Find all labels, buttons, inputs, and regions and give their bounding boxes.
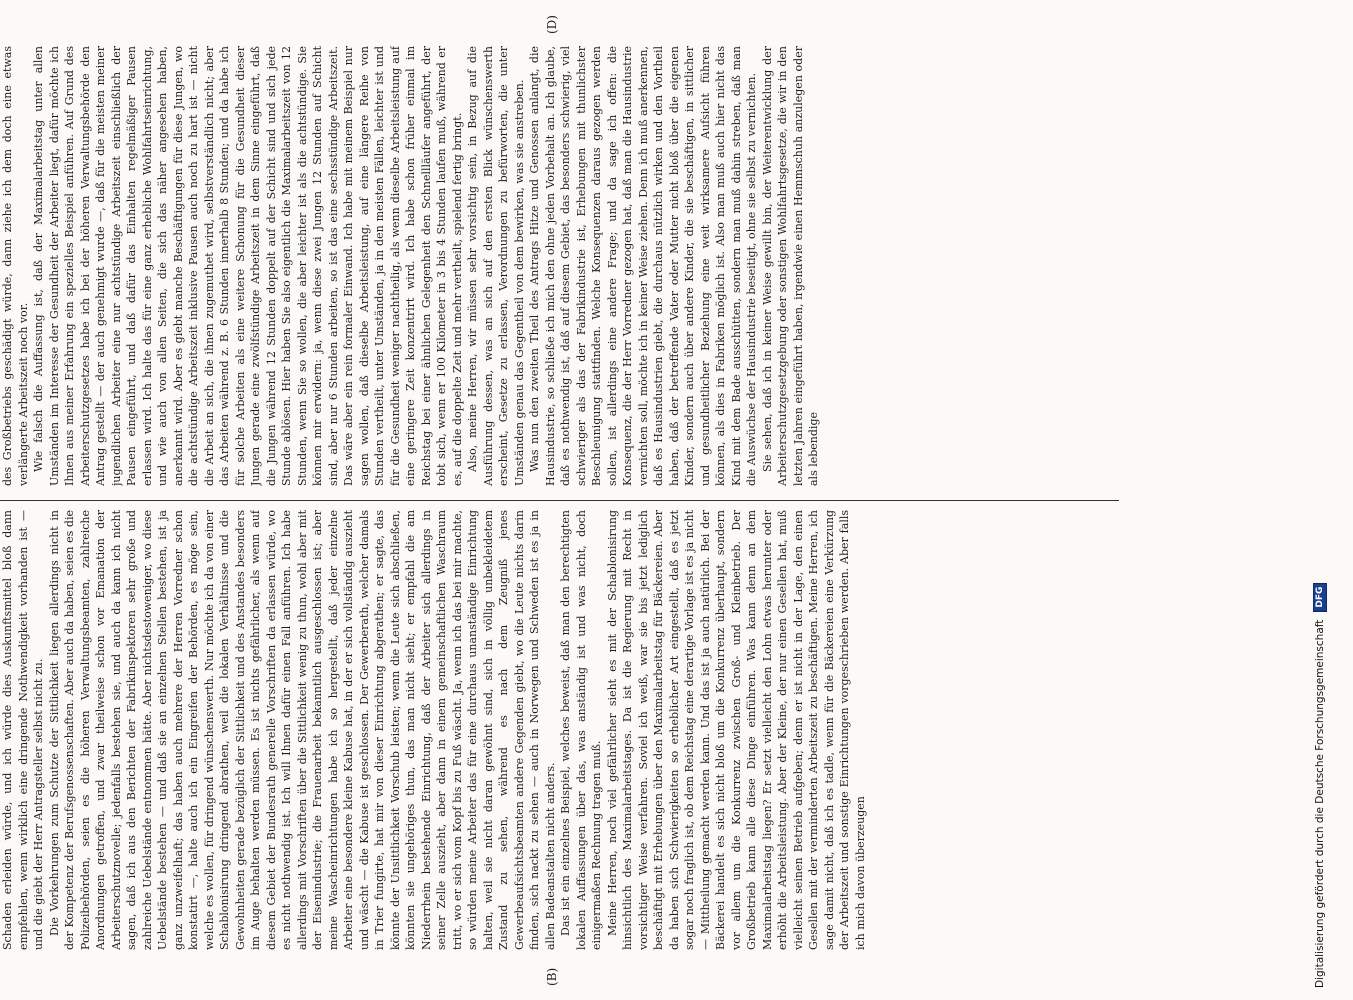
paragraph: des Großbetriebs geschädigt würde, dann ziehe ich dem doch eine etwas verlängerte Arbeitszeit noch vor. [1, 46, 30, 486]
paragraph: Die Vorkehrungen zum Schutze der Sittlichkeit liegen allerdings nicht in der Kompetenz der Berufsgenossenschaften. Aber auch da haben, seien es die Polizeibehörden, seien es die höheren Verwaltungsbeamten, zahlreiche Anordnungen getroffen, und zwar theilweise schon vor Emanation der Arbeiterschutznovelle; jedenfalls bestehen sie, und auch da kann ich nicht sagen, daß ich aus den Berichten der Fabrikinspektoren sehr große und zahlreiche Uebelstände entnommen hätte. Aber nichtsdestoweniger, wo diese Uebelstände bestehen — und daß sie an einzelnen Stellen bestehen, ist ja ganz unzweifelhaft; das haben auch mehrere der Herren Vorredner schon konstatirt —, halte auch ich ein Eingreifen der Behörden, es möge sein, welche es wollen, für dringend wünschenswerth. Nur möchte ich da von einer Schablonisirung dringend abrathen, weil die lokalen Verhältnisse und die Gewohnheiten gerade bezüglich der Sittlichkeit und des Anstandes besonders im Auge behalten werden müssen. Es ist nichts gefährlicher, als wenn auf diesem Gebiet der Bundesrath generelle Vorschriften da erlassen würde, wo es nicht nothwendig ist. Ich will Ihnen dafür einen Fall anführen. Ich habe allerdings mit Vorschriften über die Sittlichkeit wenig zu thun, wohl aber mit der Eisenindustrie; die Frauenarbeit bekanntlich ausgeschlossen ist; aber meine Wascheinrichtungen habe ich so hergestellt, daß jeder einzelne Arbeiter eine besondere kleine Kabuse hat, in der er sich vollständig auszieht und wäscht — die Kabuse ist geschlossen. Der Gewerberath, welcher damals in Trier fungirte, hat mir von dieser Einrichtung abgerathen; er sagte, das könnte der Unsittlichkeit Vorschub leisten; wenn die Leute sich abschließen, könnten sie ungehöriges thun, das man nicht sieht; er empfahl die am Niederrhein bestehende Einrichtung, daß der Arbeiter sich allerdings in seiner Zelle auszieht, aber dann in einem gemeinschaftlichen Waschraum tritt, wo er sich vom Kopf bis zu Fuß wäscht. Ja, wenn ich das bei mir machte, so würden meine Arbeiter das für eine durchaus unanständige Einrichtung halten, weil sie nicht daran gewöhnt sind, sich in völlig unbekleidetem Zustand zu sehen, während es nach dem Zeugniß jenes Gewerbeaufsichtsbeamten andere Gegenden giebt, wo die Leute nichts darin finden, sich nackt zu sehen — auch in Norwegen und Schweden ist es ja in allen Badeanstalten nicht anders. [47, 510, 557, 950]
digitization-credit [1300, 0, 1340, 1000]
digitization-credit-text: Digitalisierung gefördert durch die Deutsche Forschungsgemeinschaft [1314, 619, 1326, 988]
left-column [0, 510, 1119, 950]
dfg-logo: DFG [1313, 583, 1327, 612]
digitization-credit-text-wrap [1310, 0, 1330, 1000]
paragraph: Das ist ein einzelnes Beispiel, welches beweist, daß man den berechtigten lokalen Auffassungen über das, was anständig ist und was nicht, doch einigermaßen Rechnung tragen muß. [559, 510, 603, 950]
column-divider [0, 500, 1119, 501]
rotated-content [0, 15, 1155, 986]
paragraph: Sie sehen, daß ich in keiner Weise gewillt bin, der Weiterentwicklung der Arbeiterschutzgesetzgebung oder sonstigen Wohlfahrtsgesetze, die wir in den letzten Jahren eingeführt haben, irgendwie einen Hemmschuh anzulegen oder als lebendige [760, 46, 820, 486]
paragraph: Wie falsch die Auffassung ist, daß der Maximalarbeitstag unter allen Umständen im Interesse der Gesundheit der Arbeiter liegt, dafür möchte ich Ihnen aus meiner Erfahrung ein spezielles Beispiel anführen. Auf Grund des Arbeiterschutzgesetzes habe ich bei der höheren Verwaltungsbehörde den Antrag gestellt — der auch genehmigt wurde —, daß für die meisten meiner jugendlichen Arbeiter eine nur achtstündige Arbeitszeit einschließlich der Pausen eingeführt, und daß dafür das Einhalten regelmäßiger Pausen erlassen wird. Ich halte das für eine ganz erhebliche Wohlfahrtseinrichtung, und wie auch von allen Seiten, die sich das näher angesehen haben, anerkannt wird. Aber es giebt manche Beschäftigungen für diese Jungen, wo die achtstündige Arbeitszeit inklusive Pausen auch noch zu hart ist — nicht die Arbeit an sich, die ihnen zugemuthet wird, selbstverständlich nicht; aber das Arbeiten während z. B. 6 Stunden innerhalb 8 Stunden; und da habe ich für solche Arbeiten als eine weitere Schonung für die Gesundheit dieser Jungen gerade eine zwölfstündige Arbeitszeit in dem Sinne eingeführt, daß die Jungen während 12 Stunden doppelt auf der Schicht sind und sich jede Stunde ablösen. Hier haben Sie also eigentlich die Maximalarbeitszeit von 12 Stunden, wenn Sie so wollen, die aber leichter ist als die achtstündige. Sie können mir erwidern: ja, wenn diese zwei Jungen 12 Stunden auf Schicht sind, aber nur 6 Stunden arbeiten, so ist das eine sechsstündige Arbeitszeit. Das wäre aber ein rein formaler Einwand. Ich habe mit meinem Beispiel nur sagen wollen, daß dieselbe Arbeitsleistung, auf eine längere Reihe von Stunden vertheilt, unter Umständen, ja in den meisten Fällen, leichter ist und für die Gesundheit weniger nachtheilig, als wenn dieselbe Arbeitsleistung auf eine geringere Zeit konzentrirt wird. Ich habe schon früher einmal im Reichstag bei einer ähnlichen Gelegenheit den Schnellläufer angeführt, der tobt sich, wenn er 100 Kilometer in 3 bis 4 Stunden laufen muß, während er es, auf die doppelte Zeit und mehr vertheilt, spielend fertig bringt. [32, 46, 464, 486]
paragraph: Schaden erleiden würde, und ich würde dies Auskunftsmittel bloß dann empfehlen, wenn wirklich eine dringende Nothwendigkeit vorhanden ist — und die giebt der Herr Antragsteller selbst nicht zu. [1, 510, 45, 950]
margin-marker-b: (B) [545, 967, 559, 986]
paragraph: Also, meine Herren, wir müssen sehr vorsichtig sein, in Bezug auf die Ausführung dessen, was an sich auf den ersten Blick wünschenswerth erscheint, Gesetze zu erlassen, Verordnungen zu befürworten, die unter Umständen genau das Gegentheil von dem bewirken, was sie anstreben. [466, 46, 526, 486]
paragraph: Was nun den zweiten Theil des Antrags Hitze und Genossen anlangt, die Hausindustrie, so schließe ich mich den ohne jeden Vorbehalt an. Ich glaube, daß es nothwendig ist, daß auf diesem Gebiet, das besonders schwierig, viel schwieriger als das der Fabrikindustrie ist, Erhebungen mit thunlichster Beschleunigung stattfinden. Welche Konsequenzen daraus gezogen werden sollen, ist allerdings eine andere Frage; und da sage ich offen: die Konsequenz, die der Herr Vorredner gezogen hat, daß man die Hausindustrie vernichten soll, möchte ich in keiner Weise ziehen. Denn ich muß anerkennen, daß es Hausindustrien giebt, die durchaus nützlich wirken und den Vortheil haben, daß der betreffende Vater oder Mutter nicht bloß über die eigenen Kinder, sondern auch über andere Kinder, die sie beschäftigen, in sittlicher und gesundheitlicher Beziehung eine weit wirksamere Aufsicht führen können, als dies in Fabriken möglich ist. Also man muß auch hier nicht das Kind mit dem Bade ausschütten, sondern man muß dahin streben, daß man die Auswüchse der Hausindustrie beseitigt, ohne sie selbst zu vernichten. [528, 46, 758, 486]
right-column [0, 46, 1119, 486]
paragraph: Meine Herren, noch viel gefährlicher sieht es mit der Schablonisirung hinsichtlich des Maximalarbeitstages. Da ist die Regierung mit Recht in vorsichtiger Weise verfahren. Soviel ich weiß, war sie bis jetzt lediglich beschäftigt mit Erhebungen über den Maximalarbeitstag für Bäckereien. Aber da haben sich Schwierigkeiten so erheblicher Art eingestellt, daß es jetzt sogar noch fraglich ist, ob dem Reichstag eine derartige Vorlage ist es ja nicht — Mittheilung gemacht werden kann. Und das ist ja auch natürlich. Bei der Bäckerei handelt es sich nicht bloß um die Konkurrenz überhaupt, sondern vor allem um die Konkurrenz zwischen Groß- und Kleinbetrieb. Der Großbetrieb kann alle diese Dinge einführen. Was kann denn an dem Maximalarbeitstag liegen? Er setzt vielleicht den Lohn etwas herunter oder erhöht die Arbeitsleistung. Aber der Kleine, der nur einen Gesellen hat, muß vielleicht seinen Betrieb aufgeben; denn er ist nicht in der Lage, den einen Gesellen mit der verminderten Arbeitszeit zu beschäftigen. Meine Herren, ich sage damit nicht, daß ich es tadle, wenn für die Bäckereien eine Verkürzung der Arbeitszeit und sonstige Einrichtungen vorgeschrieben werden. Aber falls ich mich davon überzeugen [605, 510, 867, 950]
margin-marker-d: (D) [545, 15, 559, 34]
